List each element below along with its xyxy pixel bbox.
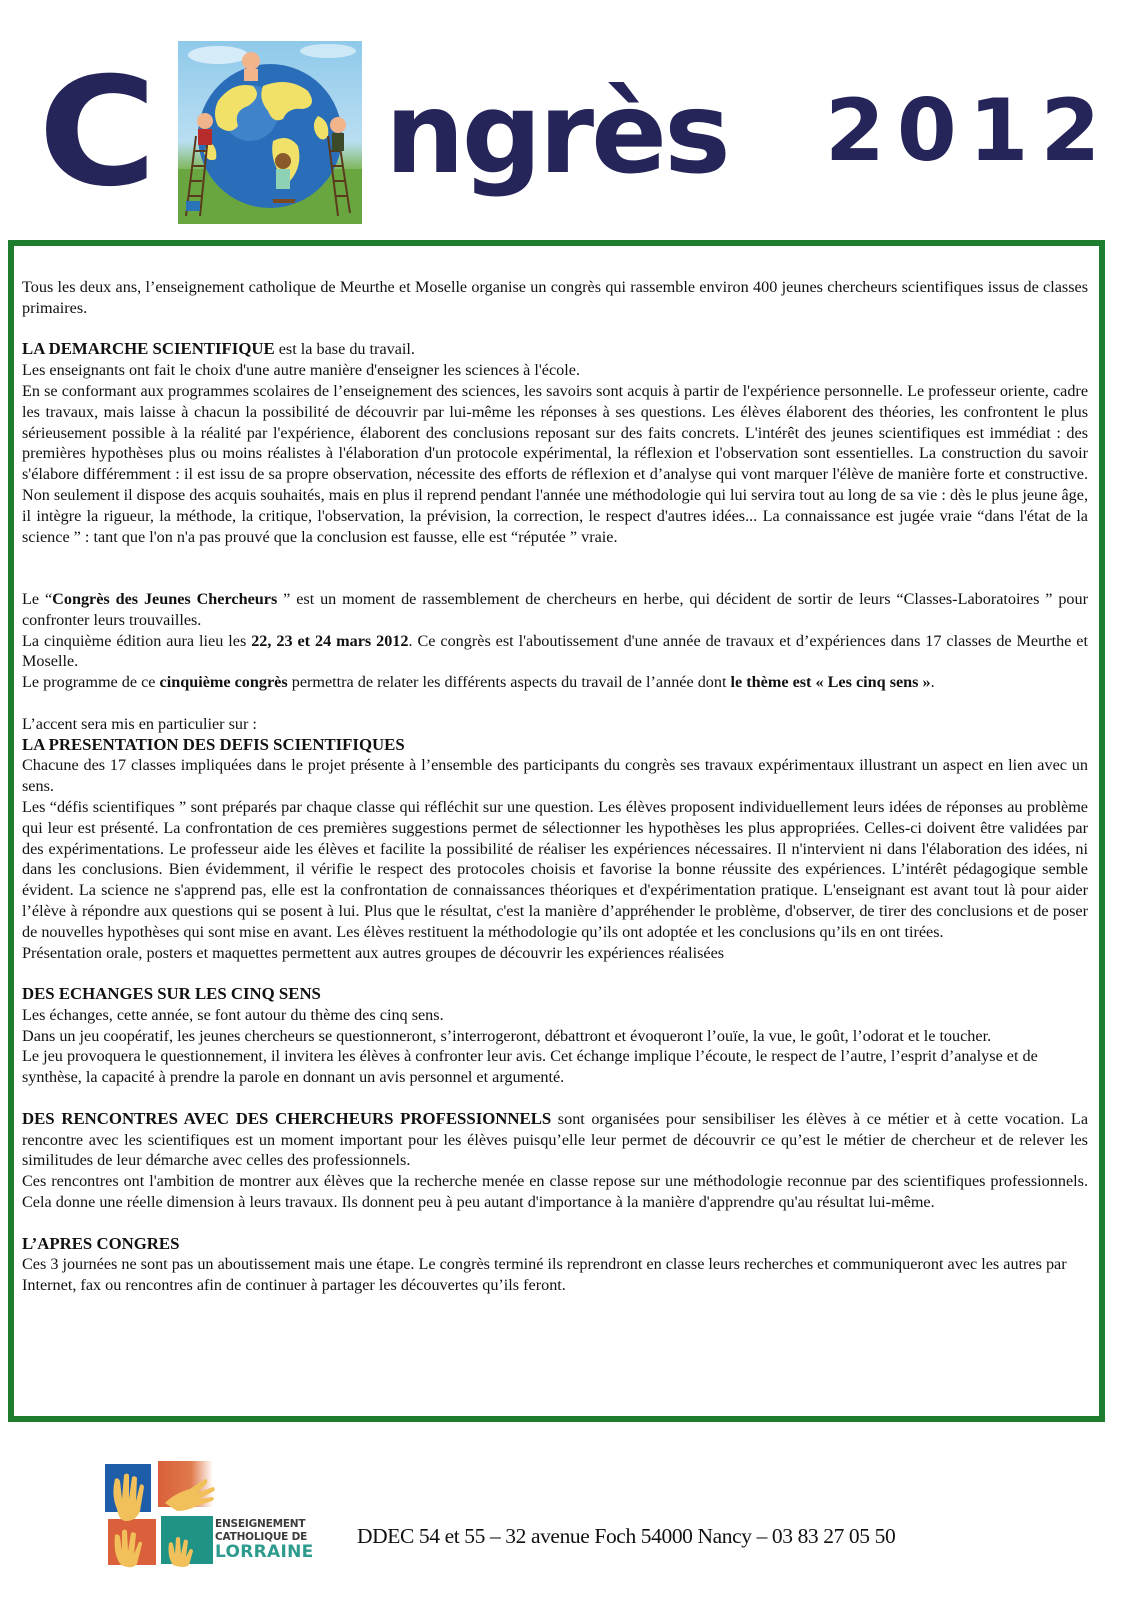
- defis-paragraph-2: Les “défis scientifiques ” sont préparés par chaque classe qui réfléchit sur une question. Les élèves proposent individuellement leurs idées de réponses au problème qui leur est présenté. La confrontation de ces premières suggestions permet de sélectionner les hypothèses les plus appropriées. Celles-ci doivent être validées par des expérimentations. Le professeur aide les élèves et facilite la possibilité de réaliser les expériences nécessaires. Il n'intervient ni dans l'élaboration des idées, ni dans les conclusions. Bien évidemment, il vérifie le respect des protocoles choisis et favorise la bonne réussite des expériences. L’intérêt pédagogique semble évident. La science ne s'apprend pas, elle est la confrontation de connaissances théoriques et d'expérimentation pratique. L'enseignant est avant tout là pour aider l’élève à répondre aux questions qui se posent à lui. Plus que le résultat, c'est la manière d’appréhender le problème, d'observer, de tirer des conclusions et de poser de nouvelles hypothèses qui sont mise en avant. Les élèves restituent la méthodologie qu’ils ont adoptée et les conclusions qu’ils en ont tirées.: [22, 797, 1088, 941]
- article-body: [22, 277, 1088, 1296]
- congres-theme: le thème est « Les cinq sens »: [730, 673, 931, 692]
- logo-line-lorraine: LORRAINE: [215, 1542, 314, 1562]
- demarche-line: Les enseignants ont fait le choix d'une autre manière d'enseigner les sciences à l'école.: [22, 361, 581, 380]
- page-header: [0, 0, 1131, 240]
- logo-line-2: CATHOLIQUE DE: [215, 1531, 308, 1543]
- title-text: ngrès: [385, 69, 728, 199]
- globe-icon: [178, 41, 362, 224]
- echanges-paragraph-1: Les échanges, cette année, se font autour du thème des cinq sens.: [22, 1005, 444, 1024]
- logo-line-1: ENSEIGNEMENT: [215, 1518, 306, 1530]
- title-initial: C: [38, 46, 153, 220]
- globe-illustration: [178, 41, 362, 224]
- footer-address: DDEC 54 et 55 – 32 avenue Foch 54000 Nancy – 03 83 27 05 50: [357, 1524, 896, 1548]
- demarche-paragraph: En se conformant aux programmes scolaires de l’enseignement des sciences, les savoirs sont acquis à partir de l'expérience personnelle. Le professeur oriente, cadre les travaux, mais laisse à chacun la possibilité de découvrir par lui-même les réponses à ses questions. Les élèves élaborent des théories, les confrontent le plus sérieusement possible à la réalité par l'expérience, élaborent des conclusions reposant sur des faits concrets. L'intérêt des jeunes scientifiques est immédiat : des premières hypothèses plus ou moins réalistes à l'élaboration d'un protocole expérimental, la réflexion et l'observation sont essentielles. La construction du savoir s'élabore différemment : il est issu de sa propre observation, nécessite des efforts de réflexion et d’analyse qui vont marquer l'élève de manière forte et constructive. Non seulement il dispose des acquis souhaités, mais en plus il reprend pendant l'année une méthodologie qui lui servira tout au long de sa vie : dès le plus jeune âge, il intègre la rigueur, la méthode, la critique, l'observation, la prévision, la correction, le respect d'autres idées... La connaissance est jugée vraie “dans l'état de la science ” : tant que l'on n'a pas prouvé que la conclusion est fausse, elle est “réputée ” vraie.: [22, 381, 1088, 546]
- hand-icon: [103, 1461, 218, 1571]
- defis-paragraph-1: Chacune des 17 classes impliquées dans le projet présente à l’ensemble des participants du congrès ses travaux expérimentaux illustrant un aspect en lien avec un sens.: [22, 756, 1088, 796]
- congres-paragraph-1: Le “Congrès des Jeunes Chercheurs ” est un moment de rassemblement de chercheurs en herbe, qui décident de sortir de leurs “Classes-Laboratoires ” pour confronter leurs trouvailles.: [22, 589, 1089, 629]
- defis-paragraph-3: Présentation orale, posters et maquettes permettent aux autres groupes de découvrir les expériences réalisées: [22, 943, 725, 962]
- apres-paragraph: Ces 3 journées ne sont pas un aboutissement mais une étape. Le congrès terminé ils reprendront en classe leurs recherches et communiqueront avec les autres par Internet, fax ou rencontres afin de continuer à partager les découvertes qu’ils feront.: [22, 1255, 1067, 1295]
- echanges-paragraph-3: Le jeu provoquera le questionnement, il invitera les élèves à confronter leur avis. Cet échange implique l’écoute, le respect de l’autre, l’esprit d’analyse et de synthèse, la capacité à prendre la parole en donnant un avis personnel et argumenté.: [22, 1047, 1038, 1087]
- congres-name: Congrès des Jeunes Chercheurs: [52, 589, 278, 608]
- rencontres-paragraph-1: DES RENCONTRES AVEC DES CHERCHEURS PROFESSIONNELS sont organisées pour sensibiliser les élèves à ce métier et à cette vocation. La rencontre avec les scientifiques est un moment important pour les élèves puisqu’elle leur permet de découvrir ce qu’est le métier de chercheur et de relever les similitudes de leur démarche avec celles des professionnels.: [22, 1108, 1089, 1170]
- heading-tail: est la base du travail.: [274, 340, 415, 359]
- section-heading-echanges: DES ECHANGES SUR LES CINQ SENS: [22, 984, 321, 1004]
- congres-paragraph-3: Le programme de ce cinquième congrès permettra de relater les différents aspects du travail de l’année dont le thème est « Les cinq sens ».: [22, 673, 935, 692]
- rencontres-paragraph-2: Ces rencontres ont l'ambition de montrer aux élèves que la recherche menée en classe repose sur une méthodologie reconnue par des scientifiques professionnels. Cela donne une réelle dimension à leurs travaux. Ils donnent peu à peu autant d'importance à la manière d'apprendre qu'au résultat lui-même.: [22, 1172, 1088, 1212]
- echanges-paragraph-2: Dans un jeu coopératif, les jeunes chercheurs se questionneront, s’interrogeront, débattront et évoqueront l’ouïe, la vue, le goût, l’odorat et le toucher.: [22, 1026, 992, 1045]
- congres-paragraph-2: La cinquième édition aura lieu les 22, 23 et 24 mars 2012. Ce congrès est l'aboutissement d'une année de travaux et d’expériences dans 17 classes de Meurthe et Moselle.: [22, 631, 1088, 671]
- section-heading-rencontres: DES RENCONTRES AVEC DES CHERCHEURS PROFESSIONNELS: [22, 1108, 552, 1128]
- section-heading-defis: LA PRESENTATION DES DEFIS SCIENTIFIQUES: [22, 734, 405, 754]
- congres-dates: 22, 23 et 24 mars 2012: [251, 631, 409, 650]
- section-heading-demarche: LA DEMARCHE SCIENTIFIQUE: [22, 339, 275, 359]
- demarche-heading-line: [22, 339, 1088, 360]
- intro-paragraph: Tous les deux ans, l’enseignement catholique de Meurthe et Moselle organise un congrès qui rassemble environ 400 jeunes chercheurs scientifiques issus de classes primaires.: [22, 278, 1088, 317]
- title-year: 2012: [825, 81, 1113, 181]
- logo-text: [215, 1518, 314, 1561]
- defis-lead: L’accent sera mis en particulier sur :: [22, 714, 257, 733]
- section-heading-apres: L’APRES CONGRES: [22, 1233, 180, 1253]
